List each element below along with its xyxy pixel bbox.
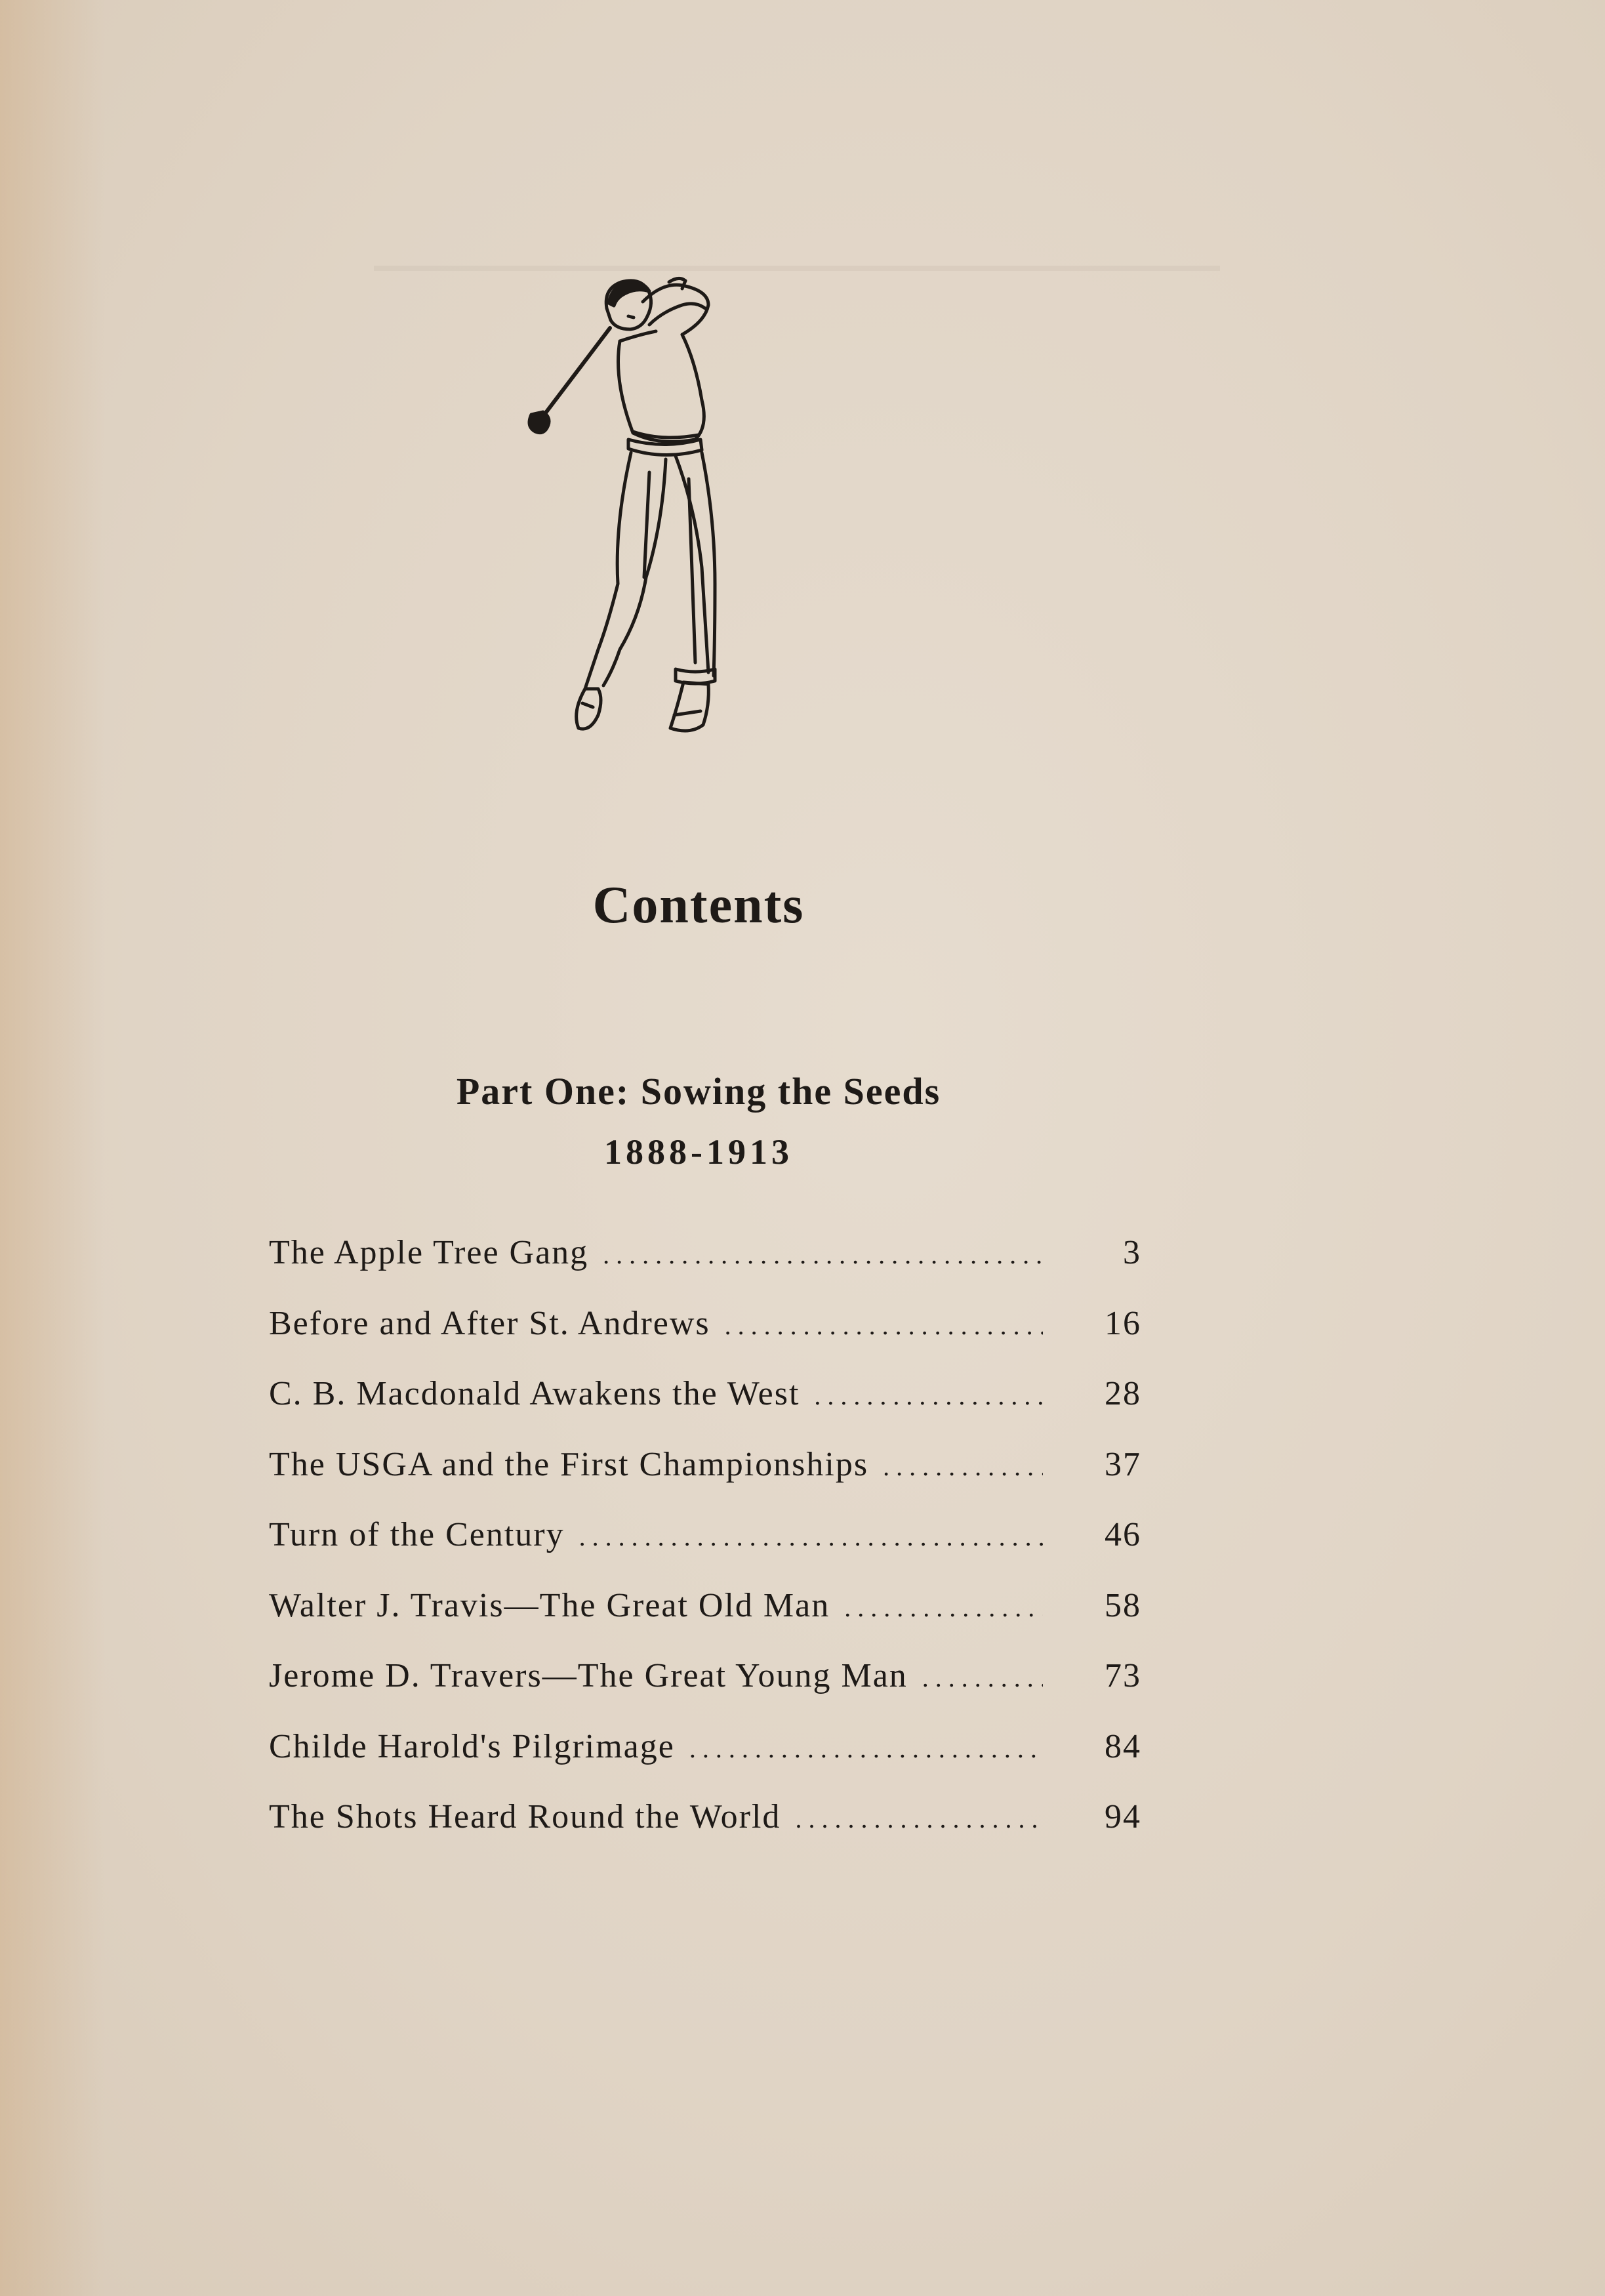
toc-leader-dots: [689, 1733, 1043, 1764]
toc-entry-page: 16: [1105, 1304, 1141, 1342]
toc-entry-title: Walter J. Travis—The Great Old Man: [269, 1586, 830, 1624]
golfer-illustration: [512, 262, 813, 761]
toc-entry: [269, 1233, 1141, 1304]
toc-entry: [269, 1515, 1141, 1586]
toc-entry-title: C. B. Macdonald Awakens the West: [269, 1375, 800, 1412]
toc-entry: [269, 1656, 1141, 1727]
toc-entry-title: Turn of the Century: [269, 1516, 565, 1553]
toc-entry: [269, 1445, 1141, 1516]
toc-entry-page: 58: [1105, 1586, 1141, 1624]
table-of-contents: [269, 1233, 1141, 1868]
toc-leader-dots: [922, 1662, 1043, 1693]
toc-leader-dots: [844, 1592, 1043, 1623]
toc-entry-page: 3: [1123, 1234, 1141, 1271]
part-years: 1888-1913: [604, 1132, 793, 1172]
toc-leader-dots: [725, 1310, 1043, 1341]
toc-leader-dots: [814, 1380, 1043, 1411]
toc-leader-dots: [579, 1521, 1043, 1552]
toc-entry: [269, 1374, 1141, 1445]
toc-leader-dots: [795, 1803, 1043, 1834]
toc-entry: [269, 1797, 1141, 1868]
toc-entry-page: 94: [1105, 1798, 1141, 1835]
page-title: Contents: [592, 876, 805, 934]
toc-entry: [269, 1727, 1141, 1798]
toc-entry-page: 28: [1105, 1375, 1141, 1412]
toc-entry-title: Before and After St. Andrews: [269, 1304, 710, 1342]
part-heading: Part One: Sowing the Seeds: [456, 1070, 941, 1113]
toc-entry-page: 84: [1105, 1727, 1141, 1765]
toc-entry: [269, 1586, 1141, 1657]
toc-entry-title: Jerome D. Travers—The Great Young Man: [269, 1657, 908, 1694]
toc-entry-title: The Shots Heard Round the World: [269, 1798, 781, 1835]
toc-leader-dots: [603, 1239, 1043, 1270]
toc-entry-page: 37: [1105, 1445, 1141, 1483]
toc-entry-page: 46: [1105, 1516, 1141, 1553]
toc-leader-dots: [883, 1451, 1043, 1482]
toc-entry-page: 73: [1105, 1657, 1141, 1694]
toc-entry-title: Childe Harold's Pilgrimage: [269, 1727, 675, 1765]
toc-entry-title: The USGA and the First Championships: [269, 1445, 869, 1483]
toc-entry-title: The Apple Tree Gang: [269, 1234, 589, 1271]
toc-entry: [269, 1304, 1141, 1375]
